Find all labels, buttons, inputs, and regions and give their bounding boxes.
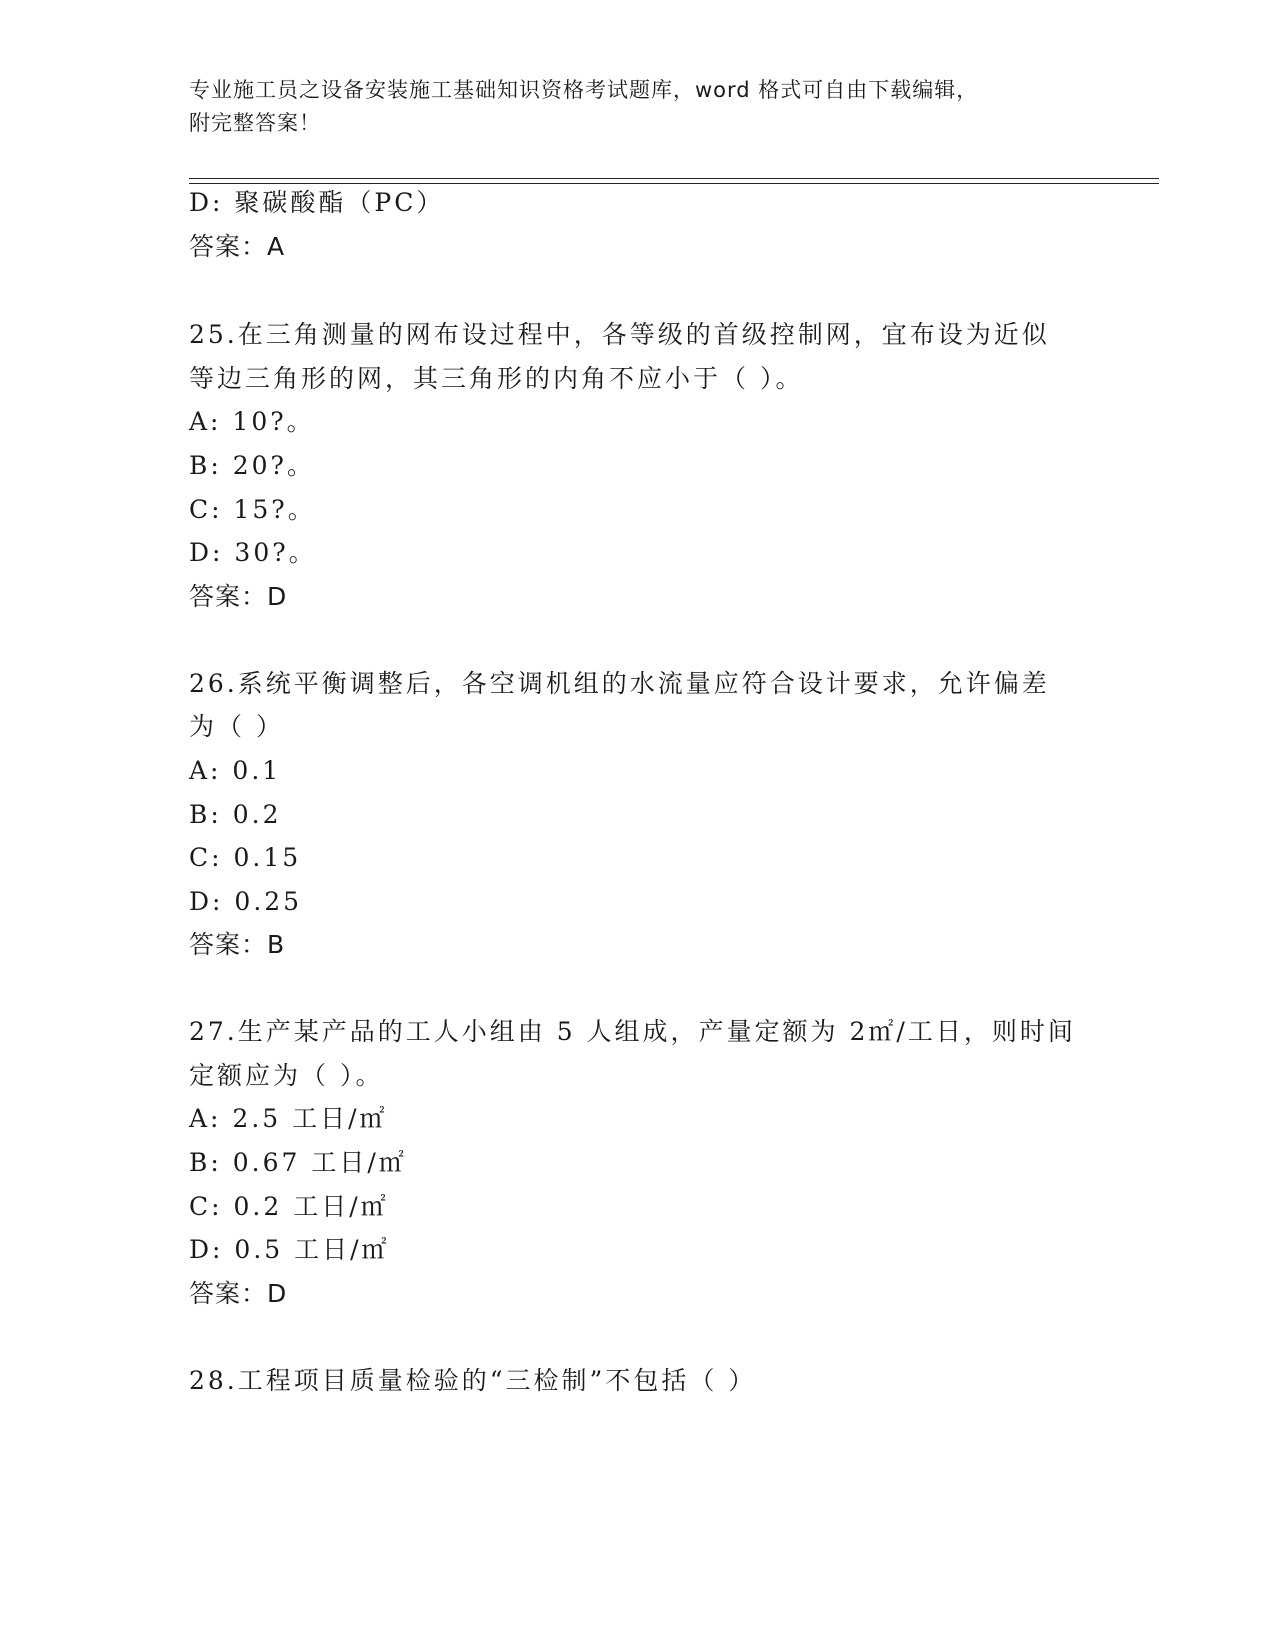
q26-option-d: D: 0.25: [189, 887, 303, 916]
q25-answer: 答案：D: [189, 582, 288, 611]
q25-stem-line-1: 25.在三角测量的网布设过程中，各等级的首级控制网，宜布设为近似: [189, 320, 1050, 349]
header-line-2: 附完整答案！: [189, 111, 321, 135]
q27-answer: 答案：D: [189, 1279, 288, 1308]
q26-option-b: B: 0.2: [189, 800, 282, 829]
q26-answer: 答案：B: [189, 930, 286, 959]
header-divider-top: [189, 178, 1159, 179]
q27-option-a: A: 2.5 工日/㎡: [189, 1104, 388, 1133]
header-line-1: 专业施工员之设备安装施工基础知识资格考试题库，word 格式可自由下载编辑，: [189, 78, 979, 102]
q27-stem-line-2: 定额应为（ ）。: [189, 1061, 384, 1090]
q28-stem-line-1: 28.工程项目质量检验的“三检制”不包括（ ）: [189, 1366, 757, 1395]
prev-option-d: D: 聚碳酸酯（PC）: [189, 188, 445, 217]
q25-option-d: D: 30?。: [189, 538, 317, 567]
q25-stem-line-2: 等边三角形的网，其三角形的内角不应小于（ ）。: [189, 364, 804, 393]
q27-option-c: C: 0.2 工日/㎡: [189, 1192, 389, 1221]
q25-option-c: C: 15?。: [189, 495, 316, 524]
q26-option-c: C: 0.15: [189, 843, 302, 872]
prev-answer: 答案：A: [189, 232, 286, 261]
q26-option-a: A: 0.1: [189, 756, 282, 785]
q26-stem-line-2: 为（ ）: [189, 712, 284, 741]
q27-option-d: D: 0.5 工日/㎡: [189, 1235, 390, 1264]
q26-stem-line-1: 26.系统平衡调整后，各空调机组的水流量应符合设计要求，允许偏差: [189, 669, 1050, 698]
q27-stem-line-1: 27.生产某产品的工人小组由 5 人组成，产量定额为 2㎡/工日，则时间: [189, 1017, 1076, 1046]
q25-option-b: B: 20?。: [189, 451, 315, 480]
header-divider-bottom: [189, 183, 1159, 184]
q27-option-b: B: 0.67 工日/㎡: [189, 1148, 407, 1177]
q25-option-a: A: 10?。: [189, 407, 315, 436]
document-header: [189, 74, 1089, 140]
